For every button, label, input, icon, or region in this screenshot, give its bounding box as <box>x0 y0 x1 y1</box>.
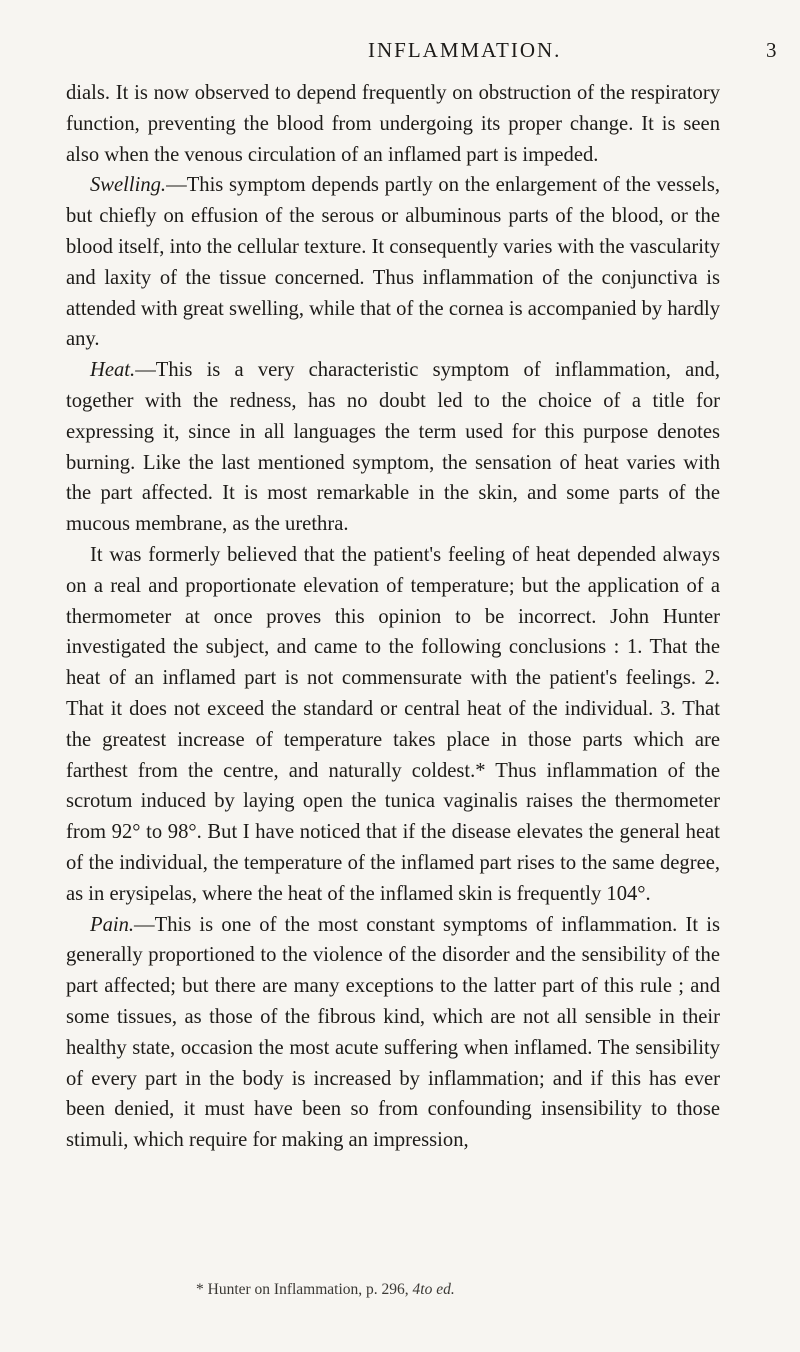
paragraph-swelling <box>66 170 720 355</box>
text-pain: —This is one of the most constant symptoms of inflammation. It is generally proportioned to the violence of the disorder and the sensibility of the part affected; but there are many exceptions to the latter part of this rule ; and some tissues, as those of the fibrous kind, which are not all sensible in their healthy state, occasion the most acute suffering when inflamed. The sensibility of every part in the body is increased by inflammation; and if this has ever been denied, it must have been so from confounding insensibility to those stimuli, which require for making an impression, <box>66 913 720 1152</box>
heading-pain: Pain. <box>90 913 135 936</box>
body-text <box>66 78 720 1156</box>
footnote-text: * Hunter on Inflammation, p. 296, <box>196 1281 409 1298</box>
footnote-edition: 4to ed. <box>412 1281 455 1298</box>
paragraph-heat-temperature: It was formerly believed that the patient's feeling of heat depended always on a real and proportionate elevation of temperature; but the application of a thermometer at once proves this opinion to be incorrect. John Hunter investigated the subject, and came to the following conclusions : 1. That the heat of an inflamed part is not commensurate with the patient's feelings. 2. That it does not exceed the standard or central heat of the individual. 3. That the greatest increase of temperature takes place in those parts which are farthest from the centre, and naturally coldest.* Thus inflammation of the scrotum induced by laying open the tunica vaginalis raises the thermometer from 92° to 98°. But I have noticed that if the disease elevates the general heat of the individual, the temperature of the inflamed part rises to the same degree, as in erysipelas, where the heat of the inflamed skin is frequently 104°. <box>66 543 720 905</box>
footnote <box>196 1281 455 1299</box>
paragraph-pain <box>66 910 720 1156</box>
paragraph-continuation: dials. It is now observed to depend frequently on obstruction of the respiratory function, preventing the blood from undergoing its proper change. It is seen also when the venous circulation of an inflamed part is impeded. <box>66 82 720 166</box>
text-heat: —This is a very characteristic symptom of inflammation, and, together with the redness, has no doubt led to the choice of a title for expressing it, since in all languages the term used for this purpose denotes burning. Like the last mentioned symptom, the sensation of heat varies with the part affected. It is most remarkable in the skin, and some parts of the mucous membrane, as the urethra. <box>66 359 720 536</box>
running-title: INFLAMMATION. <box>368 38 562 62</box>
heading-swelling: Swelling. <box>90 174 167 197</box>
running-head <box>0 38 800 68</box>
text-swelling: —This symptom depends partly on the enlargement of the vessels, but chiefly on effusion of the serous or albuminous parts of the blood, or the blood itself, into the cellular texture. It consequently varies with the vascularity and laxity of the tissue concerned. Thus inflammation of the conjunctiva is attended with great swelling, while that of the cornea is accompanied by hardly any. <box>66 174 720 351</box>
heading-heat: Heat. <box>90 359 136 382</box>
page-number: 3 <box>766 38 777 62</box>
paragraph-heat <box>66 355 720 540</box>
